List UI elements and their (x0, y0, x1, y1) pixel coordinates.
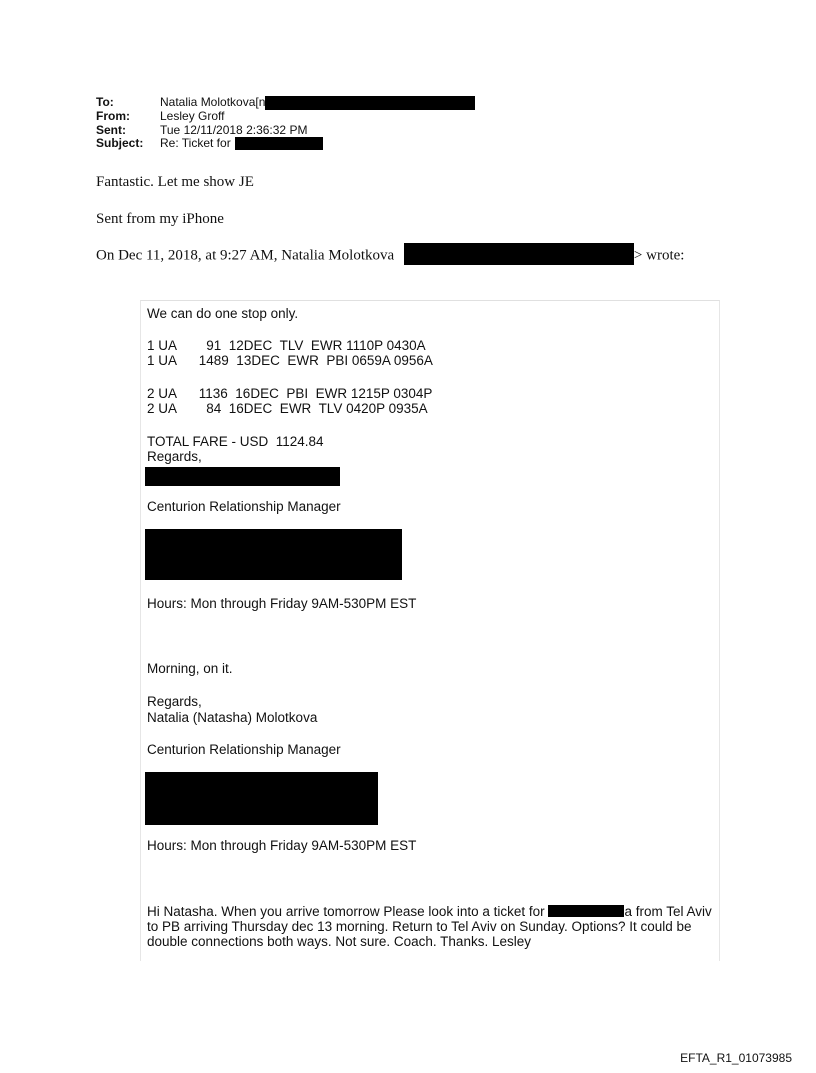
redaction-bar (145, 467, 340, 486)
redaction-bar (404, 243, 634, 265)
redaction-bar (548, 905, 624, 917)
office-hours: Hours: Mon through Friday 9AM-530PM EST (147, 596, 417, 611)
from-value: Lesley Groff (160, 109, 225, 123)
from-label: From: (96, 109, 130, 123)
document-id: EFTA_R1_01073985 (680, 1051, 792, 1065)
reply-line: Fantastic. Let me show JE (96, 174, 254, 190)
to-row (96, 96, 475, 110)
quote-intro-end: > wrote: (633, 247, 685, 264)
flight-line: 1 UA 91 12DEC TLV EWR 1110P 0430A (147, 338, 426, 353)
redaction-block (145, 529, 402, 580)
regards-label: Regards, (147, 449, 202, 464)
regards-label: Regards, (147, 694, 202, 709)
sender-signature: Natalia (Natasha) Molotkova (147, 710, 318, 725)
to-value: Natalia Molotkova[n (160, 95, 266, 109)
redaction-bar (235, 137, 323, 150)
to-label: To: (96, 95, 114, 109)
quote-intro-text: On Dec 11, 2018, at 9:27 AM, Natalia Molotkova (96, 247, 395, 264)
flight-line: 2 UA 1136 16DEC PBI EWR 1215P 0304P (147, 386, 433, 401)
from-row (96, 110, 475, 124)
original-message-start: Hi Natasha. When you arrive tomorrow Please look into a ticket for (147, 904, 545, 919)
morning-message: Morning, on it. (147, 661, 233, 676)
redaction-bar (265, 96, 475, 110)
quoted-intro: We can do one stop only. (147, 306, 299, 321)
subject-value: Re: Ticket for (160, 136, 231, 150)
total-fare: TOTAL FARE - USD 1124.84 (147, 434, 324, 449)
reply-signature: Sent from my iPhone (96, 211, 224, 227)
office-hours: Hours: Mon through Friday 9AM-530PM EST (147, 838, 417, 853)
original-message (147, 904, 712, 949)
subject-row (96, 137, 475, 151)
sent-row (96, 124, 475, 138)
role-title: Centurion Relationship Manager (147, 499, 341, 514)
flight-line: 1 UA 1489 13DEC EWR PBI 0659A 0956A (147, 353, 433, 368)
flight-line: 2 UA 84 16DEC EWR TLV 0420P 0935A (147, 401, 428, 416)
sent-value: Tue 12/11/2018 2:36:32 PM (160, 122, 308, 137)
email-header (96, 96, 475, 151)
redaction-block (145, 772, 378, 825)
sent-label: Sent: (96, 122, 126, 137)
quote-intro (96, 247, 684, 265)
role-title: Centurion Relationship Manager (147, 742, 341, 757)
original-message-rest: a from Tel Aviv to PB arriving Thursday dec 13 morning. Return to Tel Aviv on Sunday. Options? It could be double connections both ways. Not sure. Coach. Thanks. Lesley (147, 904, 712, 949)
subject-label: Subject: (96, 136, 144, 150)
